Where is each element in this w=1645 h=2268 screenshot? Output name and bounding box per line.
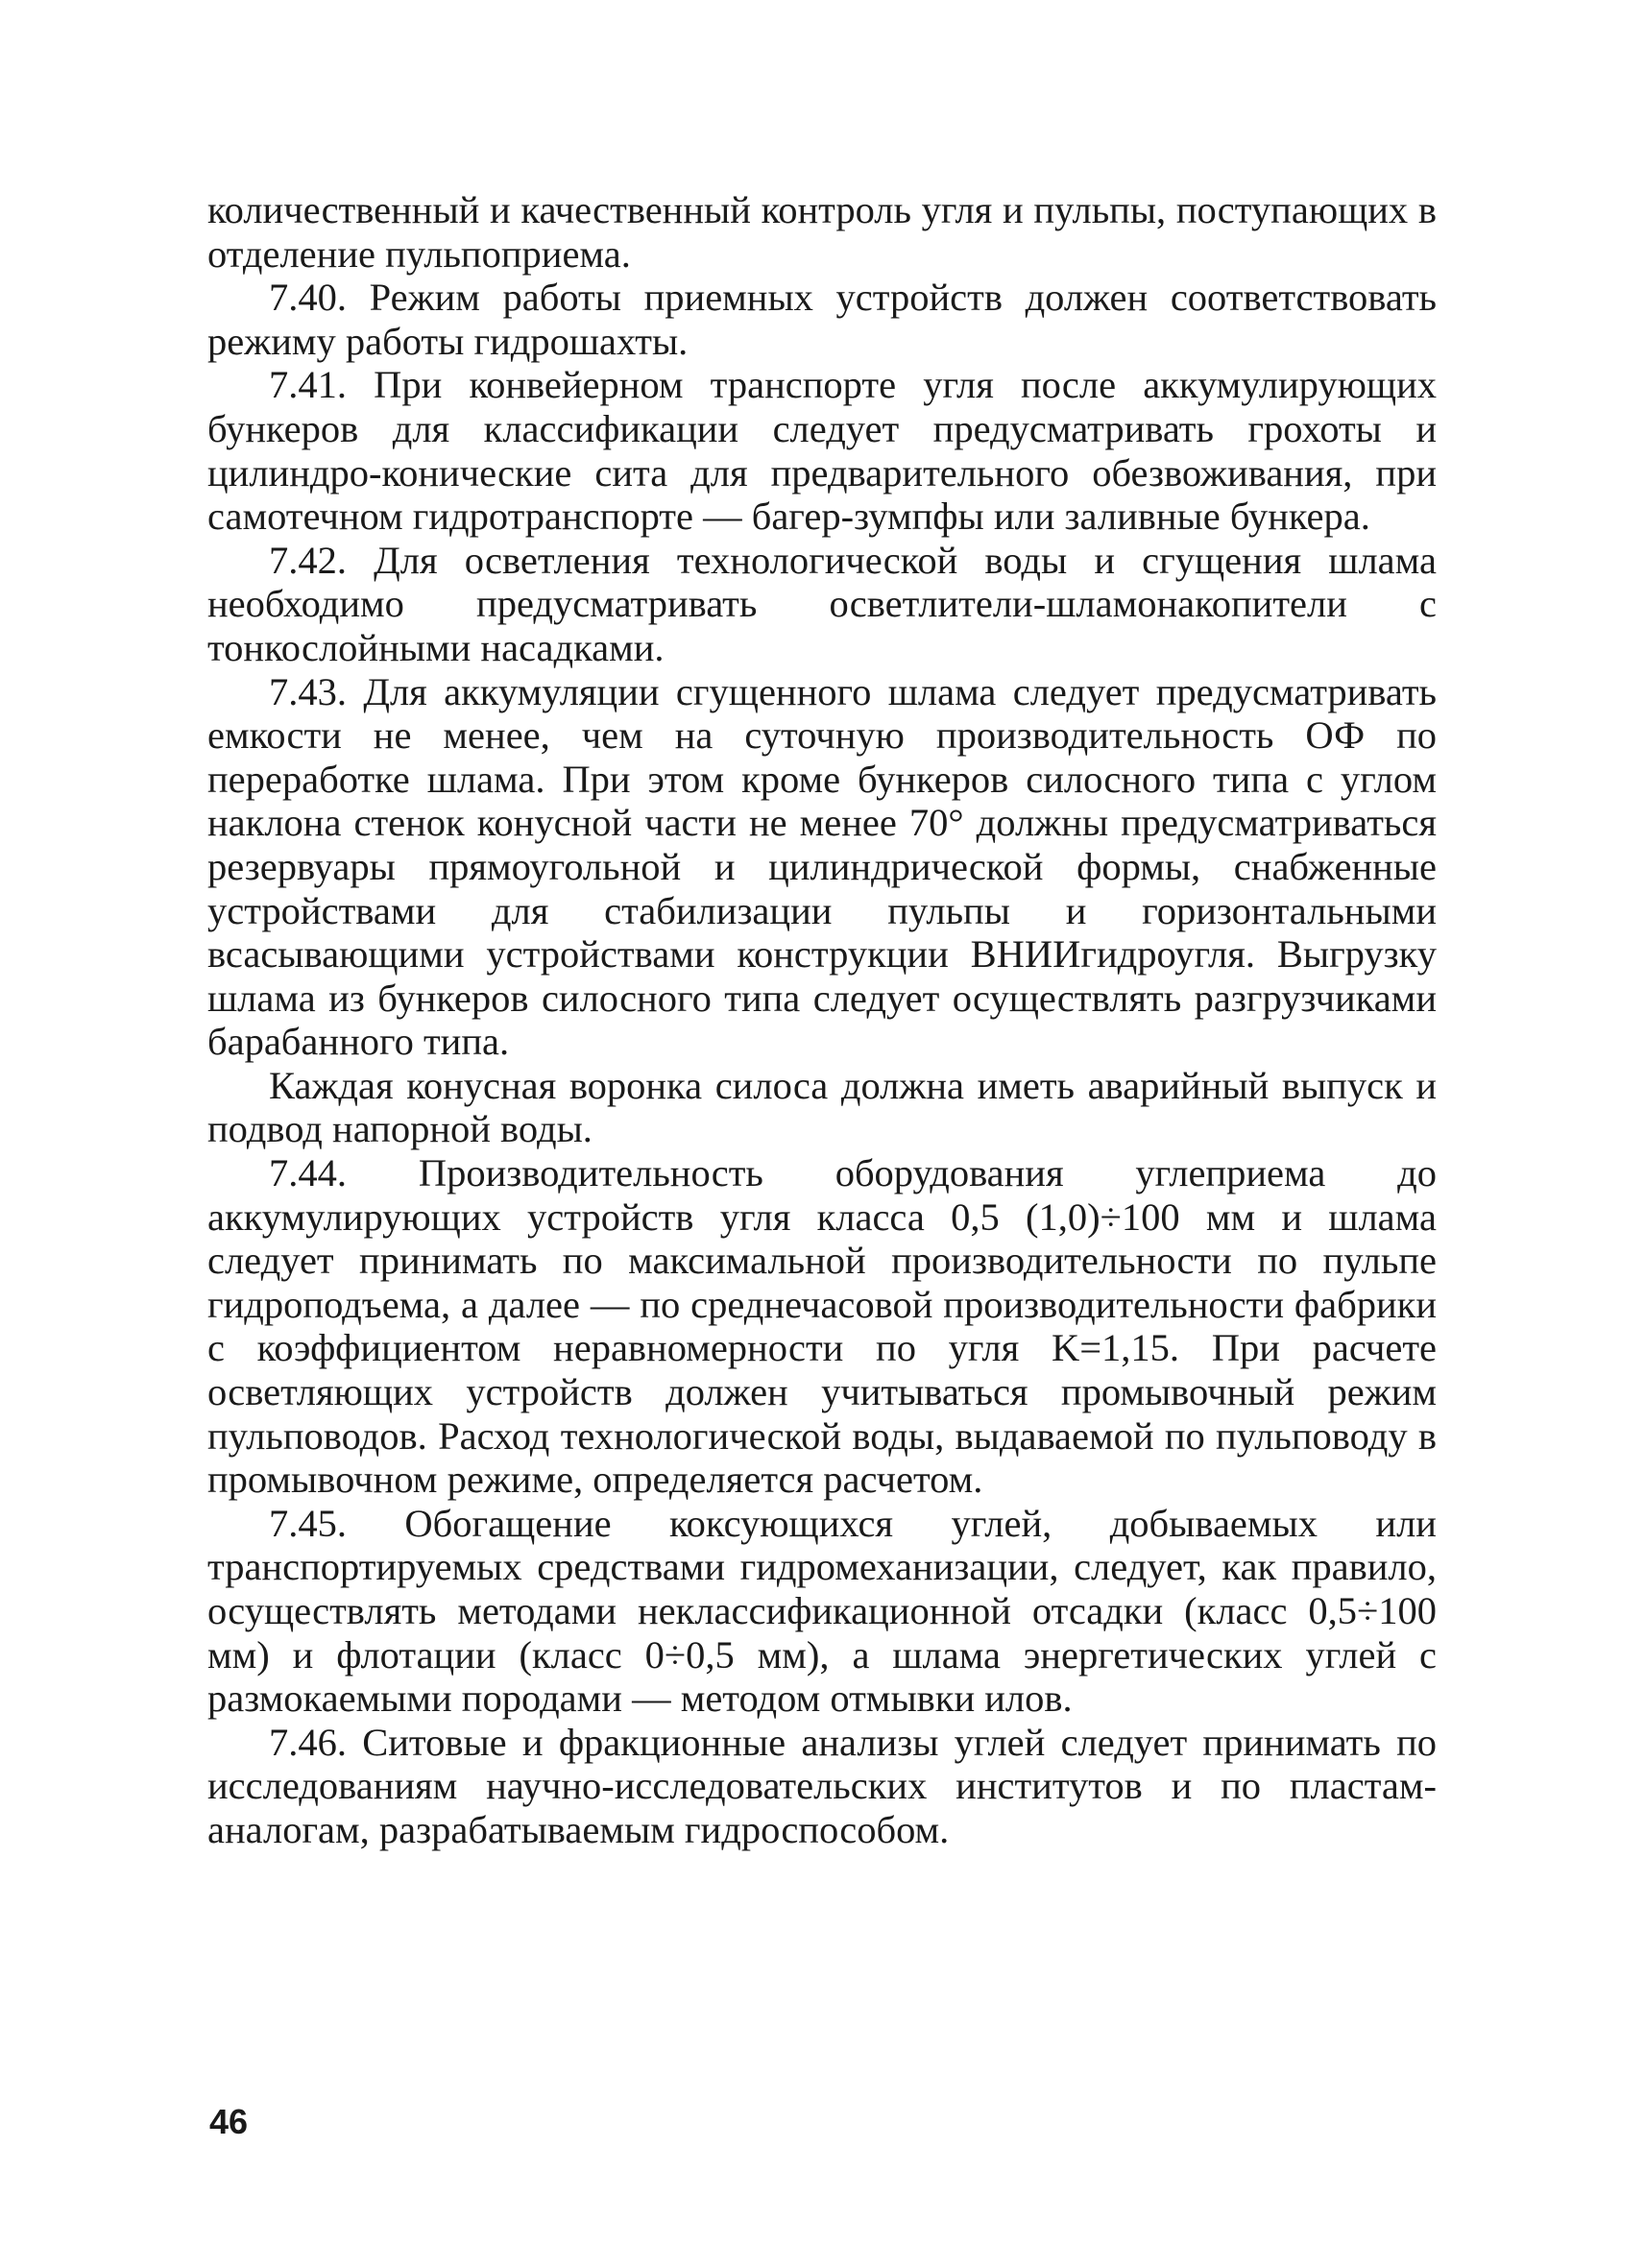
- page-number: 46: [209, 2102, 249, 2141]
- paragraph-7-43: 7.43. Для аккумуляции сгущенного шлама следует предусматривать емкости не менее, чем на суточную производительность ОФ по переработке шлама. При этом кроме бункеров силосного типа с углом наклона стенок конусной части не менее 70° должны предусматриваться резервуары прямоугольной и цилиндрической формы, снабженные устройствами для стабилизации пульпы и горизонтальными всасывающими устройствами конструкции ВНИИгидроугля. Выгрузку шлама из бункеров силосного типа следует осуществлять разгрузчиками барабанного типа.: [207, 669, 1437, 1064]
- paragraph-7-45: 7.45. Обогащение коксующихся углей, добываемых или транспортируемых средствами гидромеханизации, следует, как правило, осуществлять методами неклассификационной отсадки (класс 0,5÷100 мм) и флотации (класс 0÷0,5 мм), а шлама энергетических углей с размокаемыми породами — методом отмывки илов.: [207, 1501, 1437, 1721]
- paragraph-7-40: 7.40. Режим работы приемных устройств должен соответствовать режиму работы гидрошахты.: [207, 276, 1437, 363]
- paragraph-7-42: 7.42. Для осветления технологической воды и сгущения шлама необходимо предусматривать осветлители-шламонакопители с тонкослойными насадками.: [207, 538, 1437, 669]
- paragraph-7-41: 7.41. При конвейерном транспорте угля после аккумулирующих бункеров для классификации следует предусматривать грохоты и цилиндро-конические сита для предварительного обезвоживания, при самотечном гидротранспорте — багер-зумпфы или заливные бункера.: [207, 363, 1437, 539]
- paragraph-7-44: 7.44. Производительность оборудования углеприема до аккумулирующих устройств угля класса 0,5 (1,0)÷100 мм и шлама следует принимать по максимальной производительности по пульпе гидроподъема, а далее — по среднечасовой производительности фабрики с коэффициентом неравномерности по угля K=1,15. При расчете осветляющих устройств должен учитываться промывочный режим пульповодов. Расход технологической воды, выдаваемой по пульповоду в промывочном режиме, определяется расчетом.: [207, 1151, 1437, 1502]
- paragraph-7-46: 7.46. Ситовые и фракционные анализы углей следует принимать по исследованиям научно-исследовательских институтов и по пластам-аналогам, разрабатываемым гидроспособом.: [207, 1720, 1437, 1851]
- paragraph-continuation: количественный и качественный контроль угля и пульпы, поступающих в отделение пульпоприема.: [207, 188, 1437, 276]
- paragraph-7-43-silo: Каждая конусная воронка силоса должна иметь аварийный выпуск и подвод напорной воды.: [207, 1063, 1437, 1151]
- body-text: [207, 188, 1437, 1852]
